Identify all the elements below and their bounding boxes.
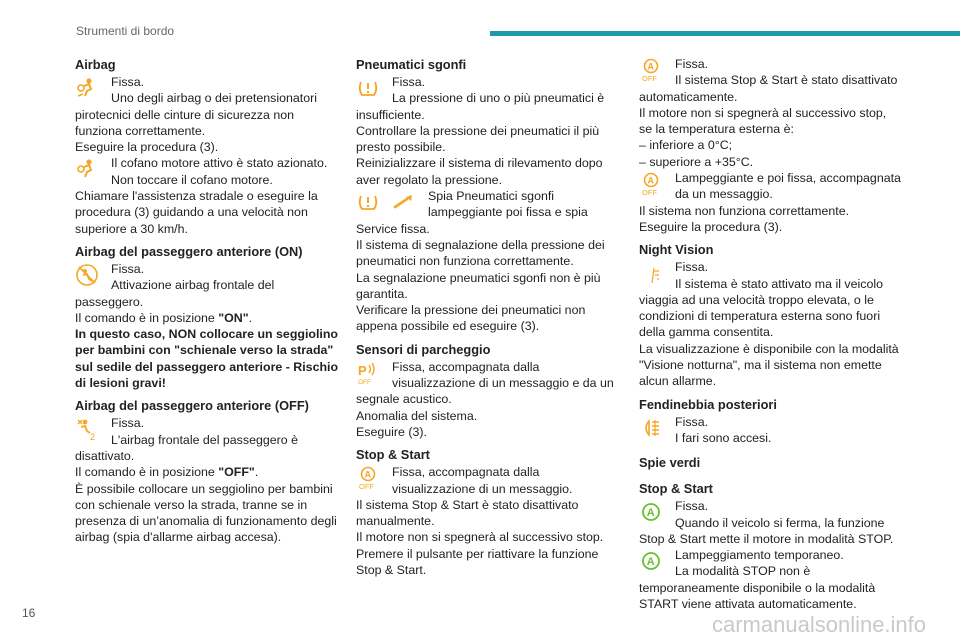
paragraph: automaticamente. [639,89,738,104]
text-line: Quando il veicolo si ferma, la funzione [675,515,885,530]
tyre-flash-entry [356,188,614,221]
text-line: Fissa. [675,260,709,275]
stop-start-flash-entry [639,170,901,203]
text-line: Fissa. [675,57,709,71]
paragraph: Il sistema di segnalazione della pressione dei pneumatici non funziona correttamente. [356,237,605,269]
paragraph: Stop & Start mette il motore in modalità STOP. [639,531,894,546]
stop-start-off-icon [639,56,675,86]
paragraph: Reinizializzare il sistema di rilevamento dopo aver regolato la pressione. [356,156,603,187]
paragraph: Il sistema non funziona correttamente. [639,203,850,218]
section-title-airbag-off: Airbag del passeggero anteriore (OFF) [75,398,309,414]
service-wrench-icon [392,190,416,214]
header-accent-bar [490,31,960,36]
text-line: visualizzazione di un messaggio. [392,481,573,496]
paragraph: Eseguire la procedura (3). [639,219,783,234]
text-line: Lampeggiante e poi fissa, accompagnata [675,171,901,186]
text-line: Il cofano motore attivo è stato azionato. [111,156,328,171]
paragraph: Chiamare l'assistenza stradale o eseguire la procedura (3) guidando a una velocità non superiore a 30 km/h. [75,189,318,236]
text-line: Fissa. [111,75,145,89]
airbag-warning-entry [75,74,340,107]
paragraph: pirotecnici delle cinture di sicurezza non funziona correttamente. [75,107,295,138]
svg-text:A: A [646,507,655,520]
running-header: Strumenti di bordo [76,24,175,38]
tyre-and-service-icons [356,188,428,218]
column-right [639,56,901,612]
text-line: Il sistema è stato attivato ma il veicolo [675,276,883,291]
paragraph: È possibile collocare un seggiolino per bambini con schienale verso la strada, tranne se in presenza di un’anomalia di funzionamento degli airbag (spia d'allarme airbag accesa). [75,481,337,545]
stop-start-active-icon [639,498,675,528]
section-title-rear-fog: Fendinebbia posteriori [639,396,777,412]
paragraph: Il sistema Stop & Start è stato disattivato manualmente. [356,497,579,529]
section-title-airbag: Airbag [75,57,116,72]
svg-text:2: 2 [90,432,96,442]
text-line: Lampeggiamento temporaneo. [675,548,844,563]
column-left [75,56,340,546]
paragraph: Il motore non si spegnerà al successivo stop, se la temperatura esterna è: [639,105,887,137]
airbag-off-entry [75,415,340,448]
svg-text:A: A [646,556,655,569]
airbag-on-entry [75,261,340,294]
paragraph: Premere il pulsante per riattivare la funzione Stop & Start. [356,546,599,578]
stop-start-off-icon [356,464,392,494]
active-hood-warning-icon [75,155,111,185]
text-line: Fissa. [111,261,145,276]
text-line: Fissa. [675,499,709,514]
text-span: Il comando è in posizione [75,465,219,480]
text-span: . [248,310,253,325]
svg-text:A: A [647,61,654,72]
airbag-hood-entry [75,155,340,188]
passenger-airbag-off-icon [75,415,111,445]
text-line: Fissa, accompagnata dalla [392,465,540,480]
section-title-tyres: Pneumatici sgonfi [356,57,467,72]
paragraph: La visualizzazione è disponibile con la modalità "Visione notturna", ma il sistema non emette alcun allarme. [639,341,899,389]
section-title-stop-start: Stop & Start [356,447,430,463]
svg-text:OFF: OFF [359,482,374,491]
airbag-warning-icon [75,74,111,104]
paragraph: Anomalia del sistema. [356,408,478,423]
paragraph: disattivato. [75,448,135,463]
parking-entry [356,359,614,392]
paragraph: insufficiente. [356,107,425,122]
text-line: Uno degli airbag o dei pretensionatori [111,91,317,106]
svg-text:P: P [358,362,367,378]
list-item: – superiore a +35°C. [639,154,754,169]
column-middle [356,56,614,578]
paragraph: Verificare la pressione dei pneumatici non appena possibile ed eseguire (3). [356,303,586,334]
text-line: Non toccare il cofano motore. [111,172,273,187]
bold-text: "ON" [218,310,249,325]
stop-start-entry [356,464,614,497]
section-title-green-lights: Spie verdi [639,455,701,471]
warning-paragraph: In questo caso, NON collocare un seggiolino per bambini con "schienale verso la strada" sul sedile del passeggero anteriore - Rischio di lesioni gravi! [75,327,339,391]
text-line: L'airbag frontale del passeggero è [111,432,298,447]
tyre-warning-entry [356,74,614,107]
page-number: 16 [22,606,36,620]
text-line: La modalità STOP non è [675,564,811,579]
text-line: Attivazione airbag frontale del [111,278,275,293]
text-span: . [254,465,259,480]
svg-text:OFF: OFF [642,74,657,82]
section-title-green-stop-start: Stop & Start [639,481,713,497]
paragraph: Controllare la pressione dei pneumatici il più presto possibile. [356,123,600,155]
list-item: – inferiore a 0°C; [639,138,733,153]
paragraph: viaggia ad una velocità troppo elevata, o le condizioni di temperatura esterna sono fuori della gamma consentita. [639,292,881,340]
paragraph: passeggero. [75,294,144,309]
green-stop-start-flash-entry [639,547,901,580]
watermark: carmanualsonline.info [712,612,927,637]
svg-text:OFF: OFF [642,188,657,197]
stop-start-off-icon [639,170,675,200]
tyre-pressure-icon [356,190,380,214]
night-vision-entry [639,259,901,292]
svg-text:OFF: OFF [358,378,371,385]
parking-sensor-off-icon [356,359,392,389]
text-line: Fissa. [111,416,145,431]
paragraph [75,310,340,326]
green-stop-start-entry [639,498,901,531]
text-line: Fissa. [675,414,709,429]
rear-fog-entry [639,414,901,447]
section-title-airbag-on: Airbag del passeggero anteriore (ON) [75,243,303,259]
text-line: Il sistema Stop & Start è stato disattivato [675,73,898,88]
text-line: visualizzazione di un messaggio e da un [392,376,614,391]
tyre-pressure-icon [356,74,392,104]
text-line: Fissa. [392,75,426,89]
text-line: I fari sono accesi. [675,430,772,445]
section-title-night-vision: Night Vision [639,242,714,258]
text-line: Fissa, accompagnata dalla [392,359,540,374]
paragraph: Eseguire la procedura (3). [75,140,219,155]
paragraph: La segnalazione pneumatici sgonfi non è più garantita. [356,270,601,301]
svg-text:A: A [647,175,654,186]
stop-start-active-icon [639,547,675,577]
text-line: da un messaggio. [675,187,773,202]
paragraph: segnale acustico. [356,392,452,407]
rear-fog-light-icon [639,414,675,444]
paragraph: temporaneamente disponibile o la modalità START viene attivata automaticamente. [639,580,876,612]
text-line: lampeggiante poi fissa e spia [428,205,588,220]
paragraph [75,464,340,480]
night-vision-icon [639,259,675,289]
paragraph: Service fissa. [356,221,430,236]
bold-text: "OFF" [218,465,255,480]
paragraph: Il motore non si spegnerà al successivo stop. [356,530,604,545]
stop-start-auto-off-entry [639,56,901,89]
paragraph: Eseguire (3). [356,424,427,439]
section-title-parking: Sensori di parcheggio [356,341,491,357]
passenger-airbag-on-icon [75,261,111,291]
text-line: La pressione di uno o più pneumatici è [392,91,605,106]
text-span: Il comando è in posizione [75,310,219,325]
text-line: Spia Pneumatici sgonfi [428,189,555,204]
svg-text:A: A [364,469,371,480]
